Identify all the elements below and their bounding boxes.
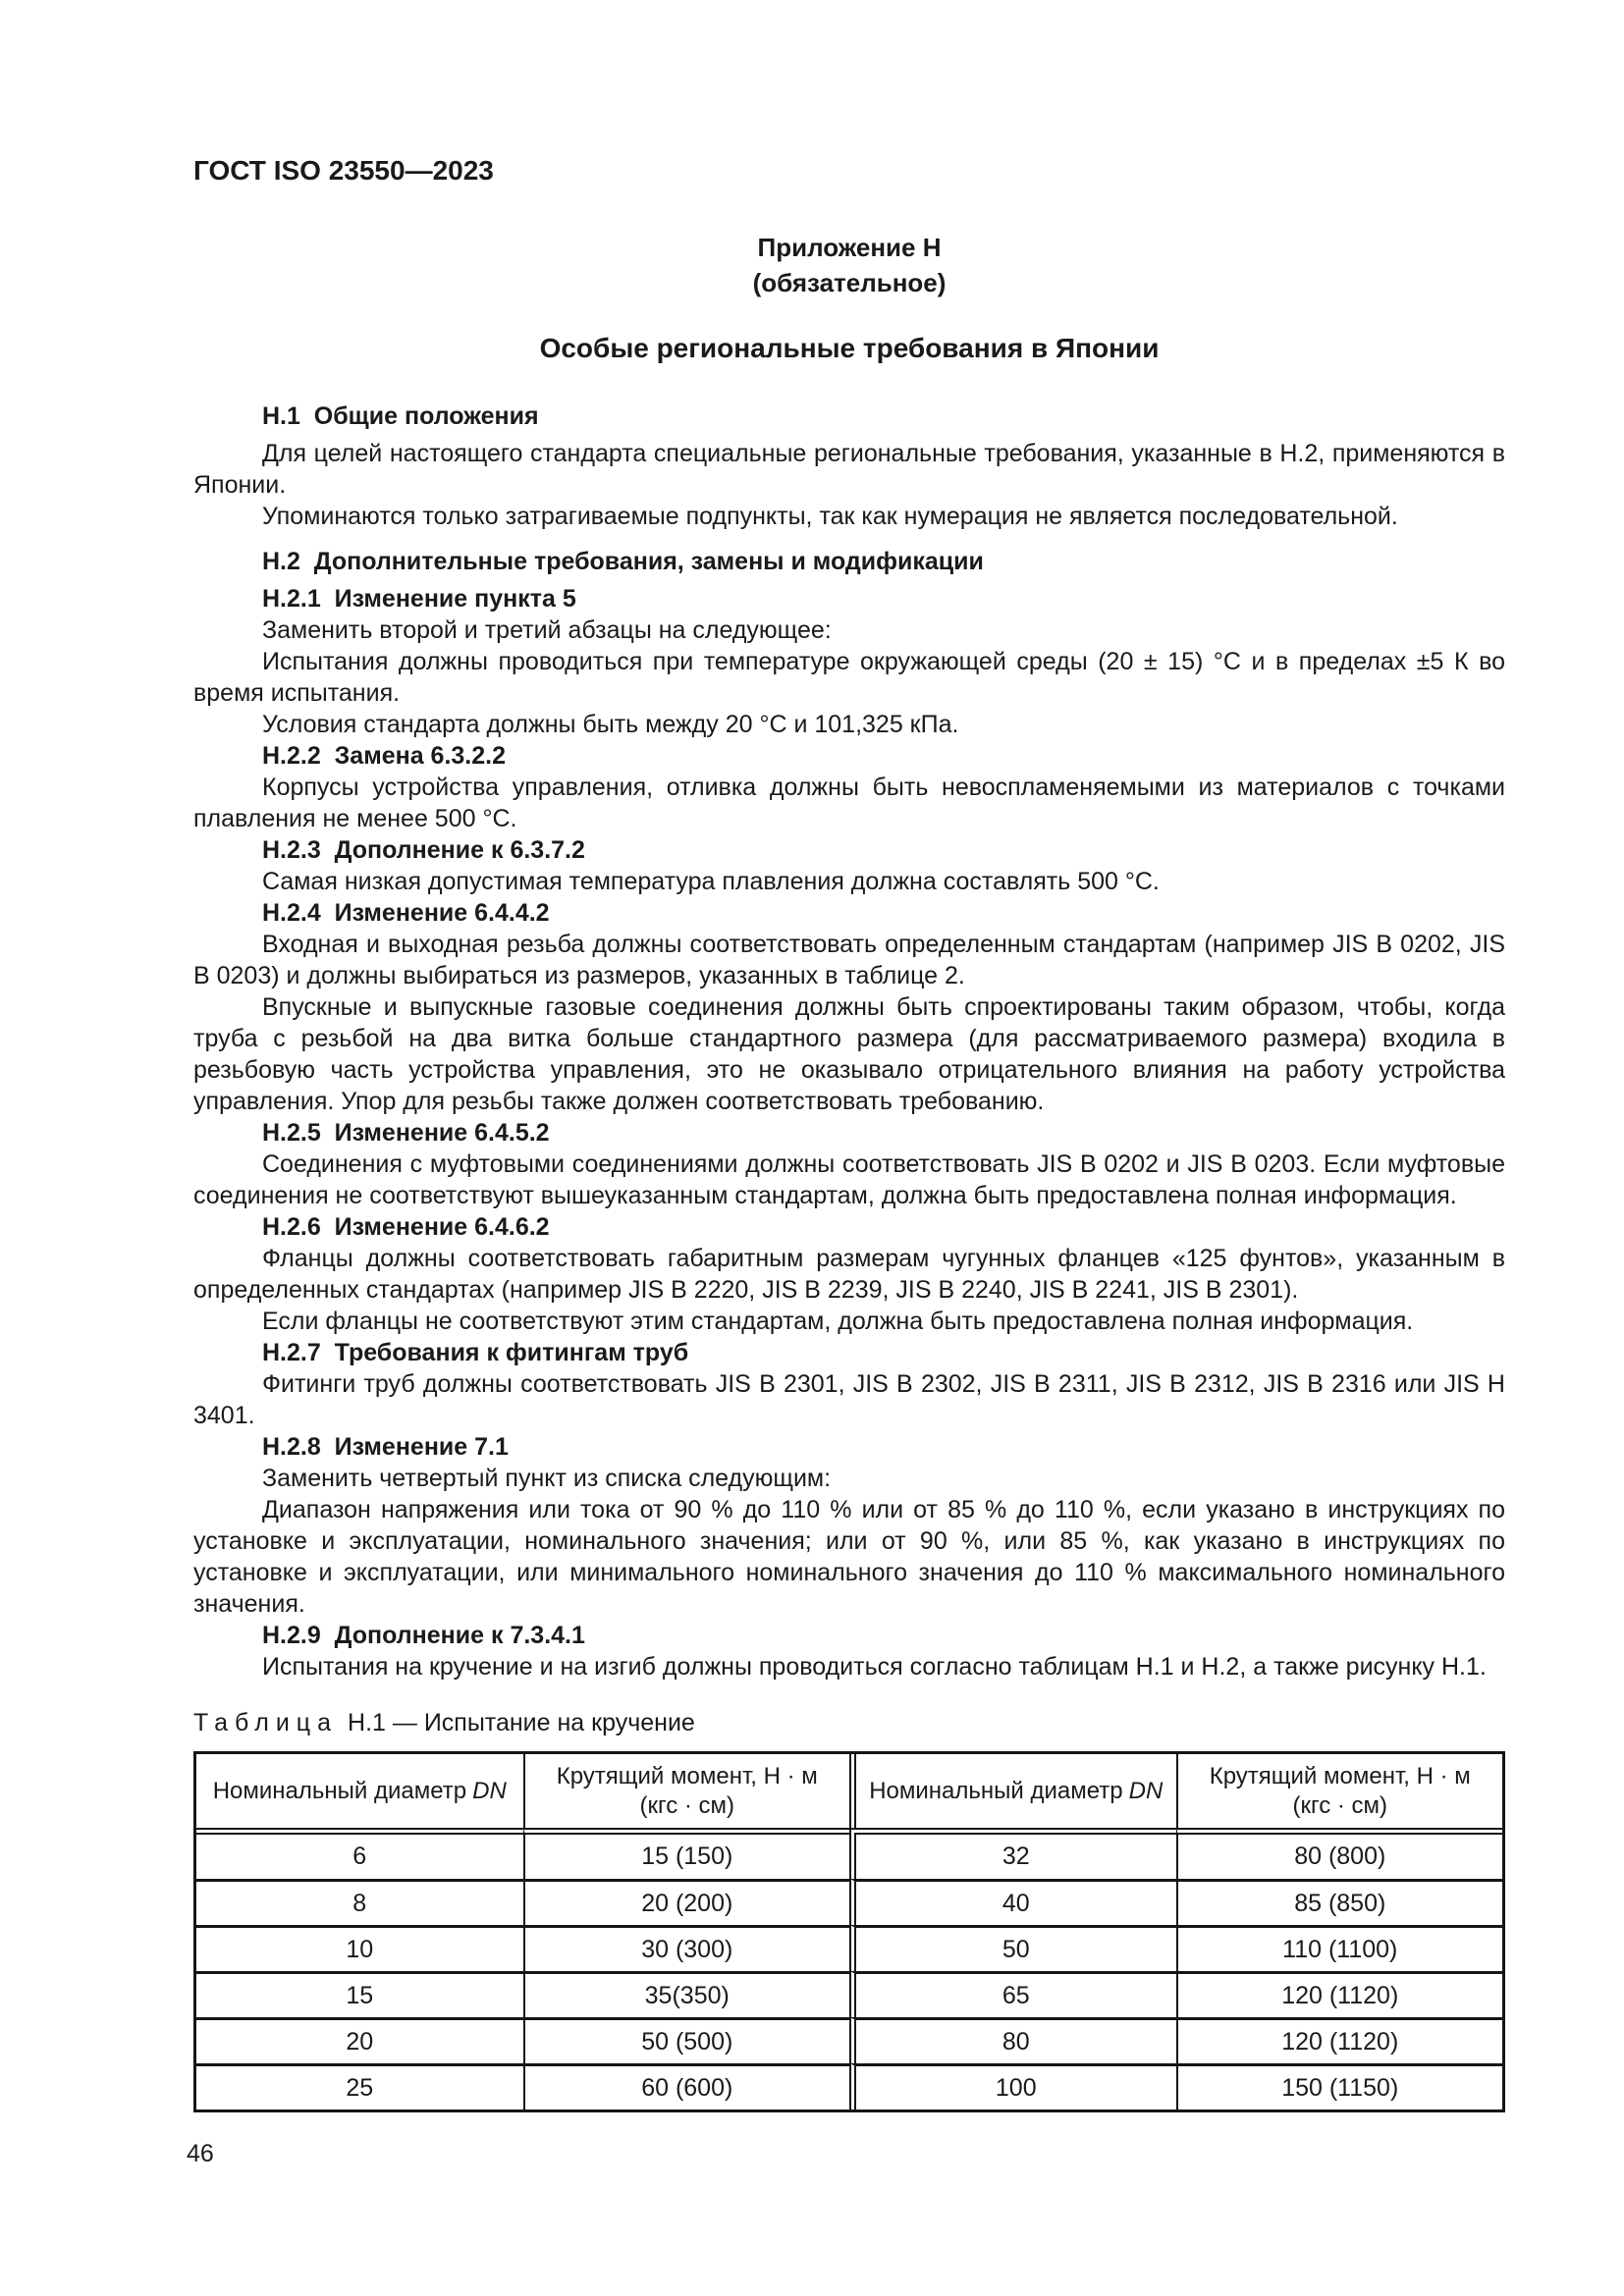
table-cell: 110 (1100) bbox=[1176, 1925, 1503, 1971]
table-cell: 120 (1120) bbox=[1176, 1971, 1503, 2017]
paragraph: Упоминаются только затрагиваемые подпункты, так как нумерация не является последовательной. bbox=[262, 503, 1398, 530]
table-caption-word: Таблица bbox=[193, 1709, 339, 1736]
paragraph: Заменить четвертый пункт из списка следующим: bbox=[262, 1465, 832, 1492]
table-row bbox=[196, 2017, 1502, 2063]
table-header-diameter bbox=[849, 1754, 1176, 1828]
table-cell: 80 (800) bbox=[1176, 1828, 1503, 1879]
appendix-label: Приложение Н bbox=[757, 233, 942, 262]
subsection-heading: Н.2.1 Изменение пункта 5 bbox=[262, 585, 576, 613]
table-header-torque bbox=[1176, 1754, 1503, 1828]
table-row bbox=[196, 1925, 1502, 1971]
paragraph: Корпусы устройства управления, отливка должны быть невоспламеняемыми из материалов с точками плавления не менее 500 °С. bbox=[193, 774, 1505, 832]
table-cell: 65 bbox=[849, 1971, 1176, 2017]
table-row bbox=[196, 1828, 1502, 1879]
table-cell: 6 bbox=[196, 1828, 523, 1879]
paragraph: Если фланцы не соответствуют этим стандартам, должна быть предоставлена полная информация. bbox=[262, 1308, 1414, 1335]
paragraph: Входная и выходная резьба должны соответствовать определенным стандартам (например JIS B 0202, JIS B 0203) и должны выбираться из размеров, указанных в таблице 2. bbox=[193, 931, 1505, 989]
paragraph: Впускные и выпускные газовые соединения должны быть спроектированы таким образом, чтобы, когда труба с резьбой на два витка больше стандартного размера (для рассматриваемого размера) входила в резьбовую часть устройства управления, это не оказывало отрицательного влияния на работу устройства управления. Упор для резьбы также должен соответствовать требованию. bbox=[193, 993, 1505, 1115]
table-header-dn: DN bbox=[1128, 1777, 1164, 1804]
table-header-diameter bbox=[196, 1754, 523, 1828]
subsection-heading: Н.2.7 Требования к фитингам труб bbox=[262, 1339, 689, 1366]
appendix-title: Особые региональные требования в Японии bbox=[539, 333, 1160, 363]
table-header-dn: DN bbox=[472, 1777, 507, 1804]
paragraph: Испытания должны проводиться при температуре окружающей среды (20 ± 15) °С и в пределах ±5 К во время испытания. bbox=[193, 648, 1505, 707]
paragraph: Испытания на кручение и на изгиб должны проводиться согласно таблицам Н.1 и Н.2, а также рисунку Н.1. bbox=[262, 1653, 1487, 1681]
table-header-row bbox=[196, 1754, 1502, 1828]
table-cell: 80 bbox=[849, 2017, 1176, 2063]
table-cell: 15 bbox=[196, 1971, 523, 2017]
table-cell: 120 (1120) bbox=[1176, 2017, 1503, 2063]
table-row bbox=[196, 1879, 1502, 1925]
table-cell: 150 (1150) bbox=[1176, 2063, 1503, 2109]
subsection-heading: Н.2.8 Изменение 7.1 bbox=[262, 1433, 509, 1461]
table-cell: 8 bbox=[196, 1879, 523, 1925]
table-header-torque-units: Крутящий момент, Н · м bbox=[556, 1762, 818, 1789]
table-cell: 20 bbox=[196, 2017, 523, 2063]
section-heading: Н.2 Дополнительные требования, замены и модификации bbox=[262, 548, 984, 575]
document-page bbox=[187, 155, 1505, 2168]
paragraph: Соединения с муфтовыми соединениями должны соответствовать JIS B 0202 и JIS B 0203. Если муфтовые соединения не соответствуют вышеуказанным стандартам, должна быть предоставлена полная информация. bbox=[193, 1150, 1505, 1209]
table-cell: 20 (200) bbox=[523, 1879, 850, 1925]
page-number: 46 bbox=[187, 2140, 214, 2167]
table-header-torque-alt-units: (кгс · см) bbox=[1292, 1791, 1388, 1819]
table-header-diameter-label: Номинальный диаметр bbox=[869, 1777, 1123, 1804]
table-caption bbox=[193, 1708, 1505, 1737]
table-row bbox=[196, 2063, 1502, 2109]
table-cell: 100 bbox=[849, 2063, 1176, 2109]
document-body bbox=[193, 400, 1505, 1682]
table-cell: 15 (150) bbox=[523, 1828, 850, 1879]
document-code: ГОСТ ISO 23550—2023 bbox=[193, 155, 494, 186]
paragraph: Заменить второй и третий абзацы на следующее: bbox=[262, 616, 832, 644]
table-cell: 10 bbox=[196, 1925, 523, 1971]
subsection-heading: Н.2.3 Дополнение к 6.3.7.2 bbox=[262, 836, 585, 864]
paragraph: Условия стандарта должны быть между 20 °С и 101,325 кПа. bbox=[262, 711, 959, 738]
subsection-heading: Н.2.6 Изменение 6.4.6.2 bbox=[262, 1213, 550, 1241]
table-caption-text: Н.1 — Испытание на кручение bbox=[348, 1709, 695, 1736]
table-cell: 32 bbox=[849, 1828, 1176, 1879]
table-header-torque bbox=[523, 1754, 850, 1828]
paragraph: Самая низкая допустимая температура плавления должна составлять 500 °С. bbox=[262, 868, 1160, 895]
subsection-heading: Н.2.9 Дополнение к 7.3.4.1 bbox=[262, 1622, 585, 1649]
torsion-test-table bbox=[193, 1751, 1505, 2112]
table-header-torque-units: Крутящий момент, Н · м bbox=[1209, 1762, 1471, 1789]
table-cell: 60 (600) bbox=[523, 2063, 850, 2109]
subsection-heading: Н.2.4 Изменение 6.4.4.2 bbox=[262, 899, 550, 927]
table-cell: 50 bbox=[849, 1925, 1176, 1971]
paragraph: Фитинги труб должны соответствовать JIS B 2301, JIS B 2302, JIS B 2311, JIS B 2312, JIS B 2316 или JIS H 3401. bbox=[193, 1370, 1505, 1429]
table-header-torque-alt-units: (кгс · см) bbox=[639, 1791, 735, 1819]
paragraph: Фланцы должны соответствовать габаритным размерам чугунных фланцев «125 фунтов», указанным в определенных стандартах (например JIS B 2220, JIS B 2239, JIS B 2240, JIS B 2241, JIS B 2301). bbox=[193, 1245, 1505, 1304]
subsection-heading: Н.2.5 Изменение 6.4.5.2 bbox=[262, 1119, 550, 1147]
table-cell: 30 (300) bbox=[523, 1925, 850, 1971]
table-cell: 40 bbox=[849, 1879, 1176, 1925]
table-cell: 25 bbox=[196, 2063, 523, 2109]
subsection-heading: Н.2.2 Замена 6.3.2.2 bbox=[262, 742, 507, 770]
paragraph: Для целей настоящего стандарта специальные региональные требования, указанные в Н.2, применяются в Японии. bbox=[193, 440, 1505, 499]
table-cell: 50 (500) bbox=[523, 2017, 850, 2063]
table-row bbox=[196, 1971, 1502, 2017]
table-cell: 85 (850) bbox=[1176, 1879, 1503, 1925]
table-cell: 35(350) bbox=[523, 1971, 850, 2017]
appendix-status: (обязательное) bbox=[752, 268, 947, 297]
section-heading: Н.1 Общие положения bbox=[262, 402, 539, 430]
paragraph: Диапазон напряжения или тока от 90 % до 110 % или от 85 % до 110 %, если указано в инструкциях по установке и эксплуатации, номинального значения; или от 90 %, или 85 %, как указано в инструкциях по установке и эксплуатации, или минимального номинального значения до 110 % максимального номинального значения. bbox=[193, 1496, 1505, 1618]
table-header-diameter-label: Номинальный диаметр bbox=[212, 1777, 467, 1804]
